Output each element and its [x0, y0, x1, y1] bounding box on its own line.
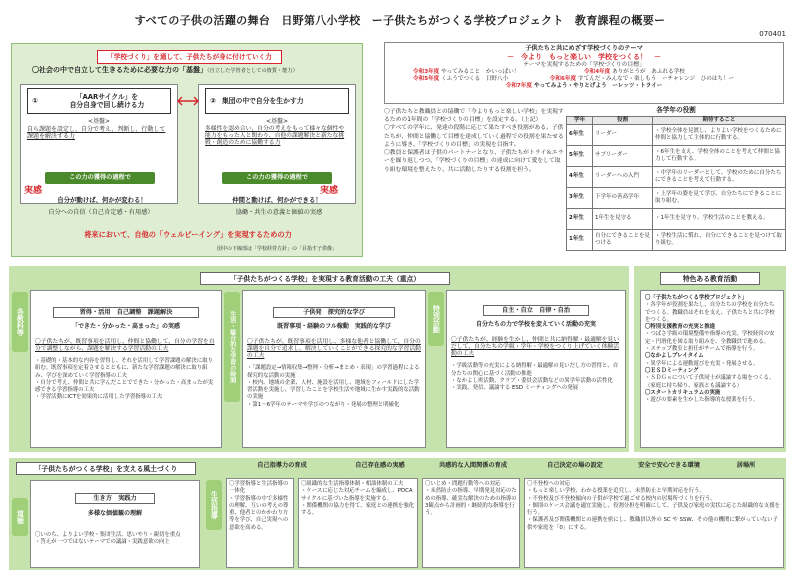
bottom-col-head-3: 共感的な人間関係の育成: [438, 462, 508, 469]
right-competency: ② 集団の中で自分を生かす力 <基盤> 多様性を認め合い、自分の考えをもって様々な個性や能力をもった人と関わり、自他の課題解決と新たな挑戦・創造のために協働する力: [198, 84, 356, 204]
bottom-col-2: 〇組織的な生活指導体制・相談体制の工夫 ・ケースに応じた対応チームを編成し、PDCAサイクルに基づいた指導を実施する。 ・関係機関の協力を得て、家庭との連携を強化する。: [298, 478, 418, 568]
jikkan-left: 実感: [24, 186, 43, 196]
bottom-col-head-2: 自己存在感の実感: [355, 462, 405, 469]
left-competency: ① 「AARサイクル」を 自分自身で回し続ける力 <基盤> 自ら課題を設定し、自分で考え、判断し、行動して課題を解決する力: [20, 84, 178, 204]
bottom-col-head-5: 安全で安心できる環境: [638, 462, 700, 469]
moral-box: 生き方 実践力 多様な価値観の理解 〇いのち、よりよい学校・集団生活、思いやり・親切を重点 ・答えが一つではないテーマでの議論・実践意欲の向上: [30, 480, 200, 568]
left-feel2: 自分への自信（自己肯定感・有用感）: [48, 209, 154, 216]
right-feel2: 協働・共生の意義と価値の実感: [235, 209, 323, 216]
tab-life-inquiry: 生活・総合的な学習の時間: [224, 292, 240, 402]
doc-number: 070401: [759, 30, 786, 38]
source-note: 図中の下線部は「学校経営方針」の「目指す子供像」: [217, 246, 338, 252]
competency-panel: [11, 43, 363, 257]
roles-table: 学年 役割 期待すること 6年生 リーダー ・学校全体を見渡し、よりよい学校をつくるために仲間と協力して主体的に行動する。 5年生 サブリーダー ・6年生を支え、学校全体のことを考えて仲間と協力して行動する。 4年生 リーダーへの入門 ・中学年のリーダーとして、学校のために自分たちにできることを考えて行動する。 3年生 下学年の善高学年 ・上学年の姿を見て学び、自分たちにできることに取り組む。 2年生 1年生を見守る ・1年生を見守り、学校生活のことを教える。 1年生 自分にできることを見つける ・学校生活に慣れ、自分にできることを見つけて取り組む。: [566, 116, 786, 251]
col-inquiry: 子供発 探究的な学び 既習事項・経験のフル稼動 実践的な学び 〇子供たちが、既習事項を活用し、多様な他者と協働して、自分の課題を自分で追求し、解決していくことができる探究的な学習活動の工夫 ・「課題設定→情報収集→整理・分析→まとめ・表現」の学習過程による探究的な活動の実施 ・校内、地域の企業、人材、施設を活用し、地域をフィールドにした学習活動を実施し、学習したことを学校生活や地域に生かす実践的な活動の実施 ・第1～6学年のテーマや学びのつながり・発展の整理と明確化: [242, 290, 426, 448]
bottom-col-head-4: 自己決定の場の設定: [547, 462, 603, 469]
process-label-right: この力の獲得の過程で: [222, 172, 332, 184]
bottom-title: 「子供たちがつくる学校」を支える風土づくり: [16, 462, 196, 475]
tab-subjects: 各教科等: [12, 292, 28, 352]
middle-title: 「子供たちがつくる学校」を実現する教育活動の工夫（重点）: [200, 272, 450, 285]
bottom-col-3: 〇いじめ・問題行動等への対応 ・未然防止の指導、早期発見対応のための指導、確実な解決のための指導の3観点から計画的・継続的な指導を行う。: [422, 478, 520, 568]
theme-box: 子供たちと共にめざす学校づくりのテーマ － 今より もっと楽しい 学校をつくる！ － テーマを実現するための「学校づくりの目標」 令和3年度 やってみること かいっぱい！ 令和4年度 ありがとうが あふれる学校 令和5年度 くふうでつくる 日野八小 令和6年度 すてんだ・みんなで・楽しもう ーチャレンジ ひのはち！ー 令和7年度 やってみよう・やりとげよう ーレッツ・トライー: [384, 42, 784, 104]
bottom-col-head-6: 居場所: [736, 462, 756, 469]
page-title: すべての子供の活躍の舞台 日野第八小学校 ー子供たちがつくる学校プロジェクト 教育課程の概要ー: [134, 14, 666, 27]
wellbeing-line: 将来において、自他の「ウェルビーイング」を実現するための力: [84, 230, 292, 239]
left-feel: 自分が動けば、何かが変わる！: [57, 196, 147, 204]
jikkan-right: 実感: [320, 186, 339, 196]
roles-title: 各学年の役割: [656, 106, 696, 114]
bottom-col-1: 〇学習指導と生活指導の一体化 ・学習指導の中で多様性の理解、互いの考えの尊重、他者とのかかわり方等を学び、自己実現への意欲を高める。: [226, 478, 294, 568]
double-arrow-icon: [177, 96, 199, 106]
special-list: 〇「子供たちがつくる学校プロジェクト」 ・各学年が役割を果たし、自分たちの学校を自分たちでつくる。教職員はそれを支え、子供たちと共に学校をつくる。 〇特別支援教育の充実と推進 ・つばさ学級の環境整備や指導の充実、学校経営の安定・円滑化を図る取り組みを、全教職員で進める。 ・ステップ教室と担任がチームで指導を行う。 〇なかよしプレイタイム ・異学年による運動遊びを充実・発展させる。 〇ＥＳＤミーティング ・ＳＤＧｓについて子供同士が議論する場をつくる。（家庭に持ち帰り、家族とも議論する） 〇スタートカリキュラムの実施 ・遊びの要素を生かした指導的な授業を行う。: [640, 290, 784, 448]
tab-moral: 道徳: [12, 498, 28, 536]
col-special-activities: 自主・自立 自律・自治 自分たちの力で学校を変えていく活動の充実 〇子供たちが、経験を生かし、仲間と共に納得解・最適解を見いだして、自分たちの学級・学年・学校をつくり上げていく体験活動の工夫 ・学級活動等の充実による納得解・最適解の見いだし方の習得と、自分たちの関心に基づく活動の推進 ・なかよし班活動、クラブ・委員会活動などの異学年活動の活性化 ・実践、発信、議論する ESD ミーティングへの発展: [446, 290, 626, 448]
right-feel: 仲間と動けば、何かができる！: [232, 196, 322, 204]
special-title: 特色ある教育活動: [660, 272, 760, 285]
slogan-box: 「学校づくり」を通して、子供たちが身に付けていく力: [97, 50, 282, 64]
process-label-left: この力の獲得の過程で: [45, 172, 155, 184]
bottom-col-head-1: 自己指導力の育成: [257, 462, 307, 469]
role-description: 〇子供たちと教職員との協働で「今よりもっと楽しい学校」を実現するための1年間の「学校づくりの目標」を設定する。（上記） 〇すべての学年に、発達の段階に応じて果たすべき役割がある。子供たちが、仲間と協働して目標を達成していく過程での役割を果たせるように導き、「学校づくりの目標」の実現を目指す。 〇教員と保護者は子供のパートナーとなり、子供たちがトライ＆エラーを繰り返しつつ、「学校づくりの目標」の達成に向けて愛をして取り組む環境を整えたり、共に活動したりする役割を担う。: [384, 109, 564, 173]
goal-line: 〇社会の中で自立して生きるために必要な力の「基盤」（自立した学習者としての資質・能力）: [32, 66, 298, 74]
col-subjects: 習得・活用 自己調整 課題解決 「できた・分かった・高まった」の実感 〇子供たちが、既習事項を活用し、仲間と協働して、自分の学習を自分で調整しながら、課題を解決する学習活動の工夫 ・基礎的・基本的な内容を習得し、それを活用して学習課題の解決に取り組む。既習事項を定着させるとともに、新たな学習課題の解決に取り組み、学びを深めていく学習指導の工夫 ・自分で考え、仲間と共に学んだことでできた・分かった・高まったが実感できる学習指導の工夫 ・学習活動にICTを効果的に活用した学習指導の工夫: [30, 290, 222, 448]
tab-special-activities: 特別活動: [428, 292, 444, 346]
tab-life-guidance: 生活指導: [206, 480, 222, 530]
bottom-col-4: 〇不登校への対応 ・もっと楽しい学校、わかる授業を追究し、未然防止と早期対応を行う。 ・不登校及び不登校傾向の子供が学校で過ごせる校内の居場所づくりを行う。 ・個別のケース会議を適宜実施し、役割分担を明確にして、子供及び家庭の実状に応じた組織的な支援を行う。 ・保護者及び関係機関との連携を密にし、教職員以外の SC や SSW、その他の機関に繋がっていない子供や家庭を「0」にする。: [524, 478, 784, 568]
